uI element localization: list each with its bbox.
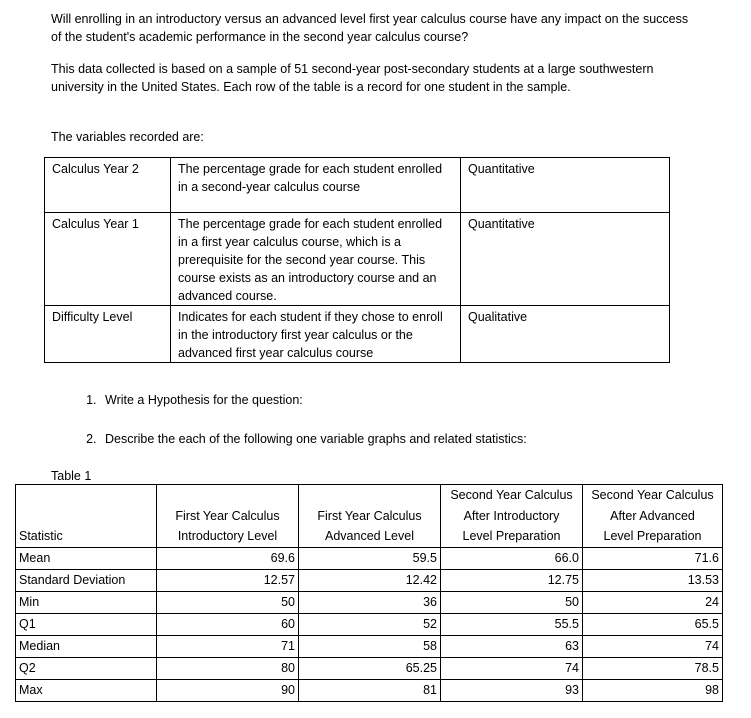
table-cell: 55.5 [441,613,583,635]
table-cell: 69.6 [157,547,299,569]
table-cell: 71 [157,635,299,657]
variable-type: Qualitative [461,306,670,363]
column-header [583,485,723,548]
statistics-table [15,484,723,702]
variable-row [45,213,670,306]
table-cell: 59.5 [299,547,441,569]
header-line: After Introductory [463,508,560,523]
header-line: First Year Calculus [317,508,422,523]
header-line: Advanced Level [325,529,414,543]
table-cell: 98 [583,679,723,701]
variable-definition: Indicates for each student if they chose to enroll in the introductory first year calculus or the advanced first year calculus course [171,306,461,363]
task-list [57,391,660,469]
header-line: First Year Calculus [175,508,280,523]
table-row [16,657,723,679]
variables-table [44,157,670,363]
table-row [16,635,723,657]
table-cell: 36 [299,591,441,613]
row-label: Max [16,679,157,701]
header-line: After Advanced [610,508,695,523]
table-row [16,679,723,701]
table-caption: Table 1 [51,469,92,483]
table-cell: 65.25 [299,657,441,679]
variable-type: Quantitative [461,158,670,213]
task-item: 1. Write a Hypothesis for the question: [100,391,660,409]
header-line: Level Preparation [603,529,702,543]
table-cell: 12.57 [157,569,299,591]
table-cell: 60 [157,613,299,635]
table-cell: 71.6 [583,547,723,569]
table-cell: 52 [299,613,441,635]
variable-row [45,306,670,363]
variable-name: Calculus Year 1 [45,213,171,306]
table-cell: 65.5 [583,613,723,635]
table-row [16,591,723,613]
column-header [441,485,583,548]
column-header [16,485,157,548]
table-cell: 13.53 [583,569,723,591]
variable-definition: The percentage grade for each student enrolled in a first year calculus course, which is a prerequisite for the second year course. This course exists as an introductory course and an advanced course. [171,213,461,306]
header-line: Introductory Level [177,529,278,543]
table-row [16,547,723,569]
task-item: 2. Describe the each of the following one variable graphs and related statistics: [100,430,660,448]
table-cell: 74 [583,635,723,657]
row-label: Min [16,591,157,613]
variable-name: Difficulty Level [45,306,171,363]
variables-intro: The variables recorded are: [51,130,204,144]
variable-name: Calculus Year 2 [45,158,171,213]
row-label: Mean [16,547,157,569]
table-cell: 12.75 [441,569,583,591]
header-line: Second Year Calculus [450,488,573,502]
table-cell: 63 [441,635,583,657]
table-cell: 80 [157,657,299,679]
header-line: Level Preparation [462,529,561,543]
table-row [16,569,723,591]
row-label: Median [16,635,157,657]
table-cell: 12.42 [299,569,441,591]
variable-definition: The percentage grade for each student enrolled in a second-year calculus course [171,158,461,213]
table-row [16,613,723,635]
table-cell: 78.5 [583,657,723,679]
header-line: Second Year Calculus [591,488,714,502]
table-cell: 24 [583,591,723,613]
header-row [16,485,723,548]
column-header [299,485,441,548]
table-cell: 50 [157,591,299,613]
table-cell: 50 [441,591,583,613]
table-cell: 93 [441,679,583,701]
row-label: Q1 [16,613,157,635]
row-label: Q2 [16,657,157,679]
header-line: Statistic [19,529,63,543]
table-cell: 81 [299,679,441,701]
variable-row [45,158,670,213]
table-cell: 58 [299,635,441,657]
table-cell: 66.0 [441,547,583,569]
data-description: This data collected is based on a sample of 51 second-year post-secondary students at a large southwestern university in the United States. Each row of the table is a record for one student in the sample. [51,62,654,94]
column-header [157,485,299,548]
variable-type: Quantitative [461,213,670,306]
research-question: Will enrolling in an introductory versus an advanced level first year calculus course have any impact on the success of the student's academic performance in the second year calculus course? [51,12,689,44]
row-label: Standard Deviation [16,569,157,591]
table-cell: 74 [441,657,583,679]
table-cell: 90 [157,679,299,701]
